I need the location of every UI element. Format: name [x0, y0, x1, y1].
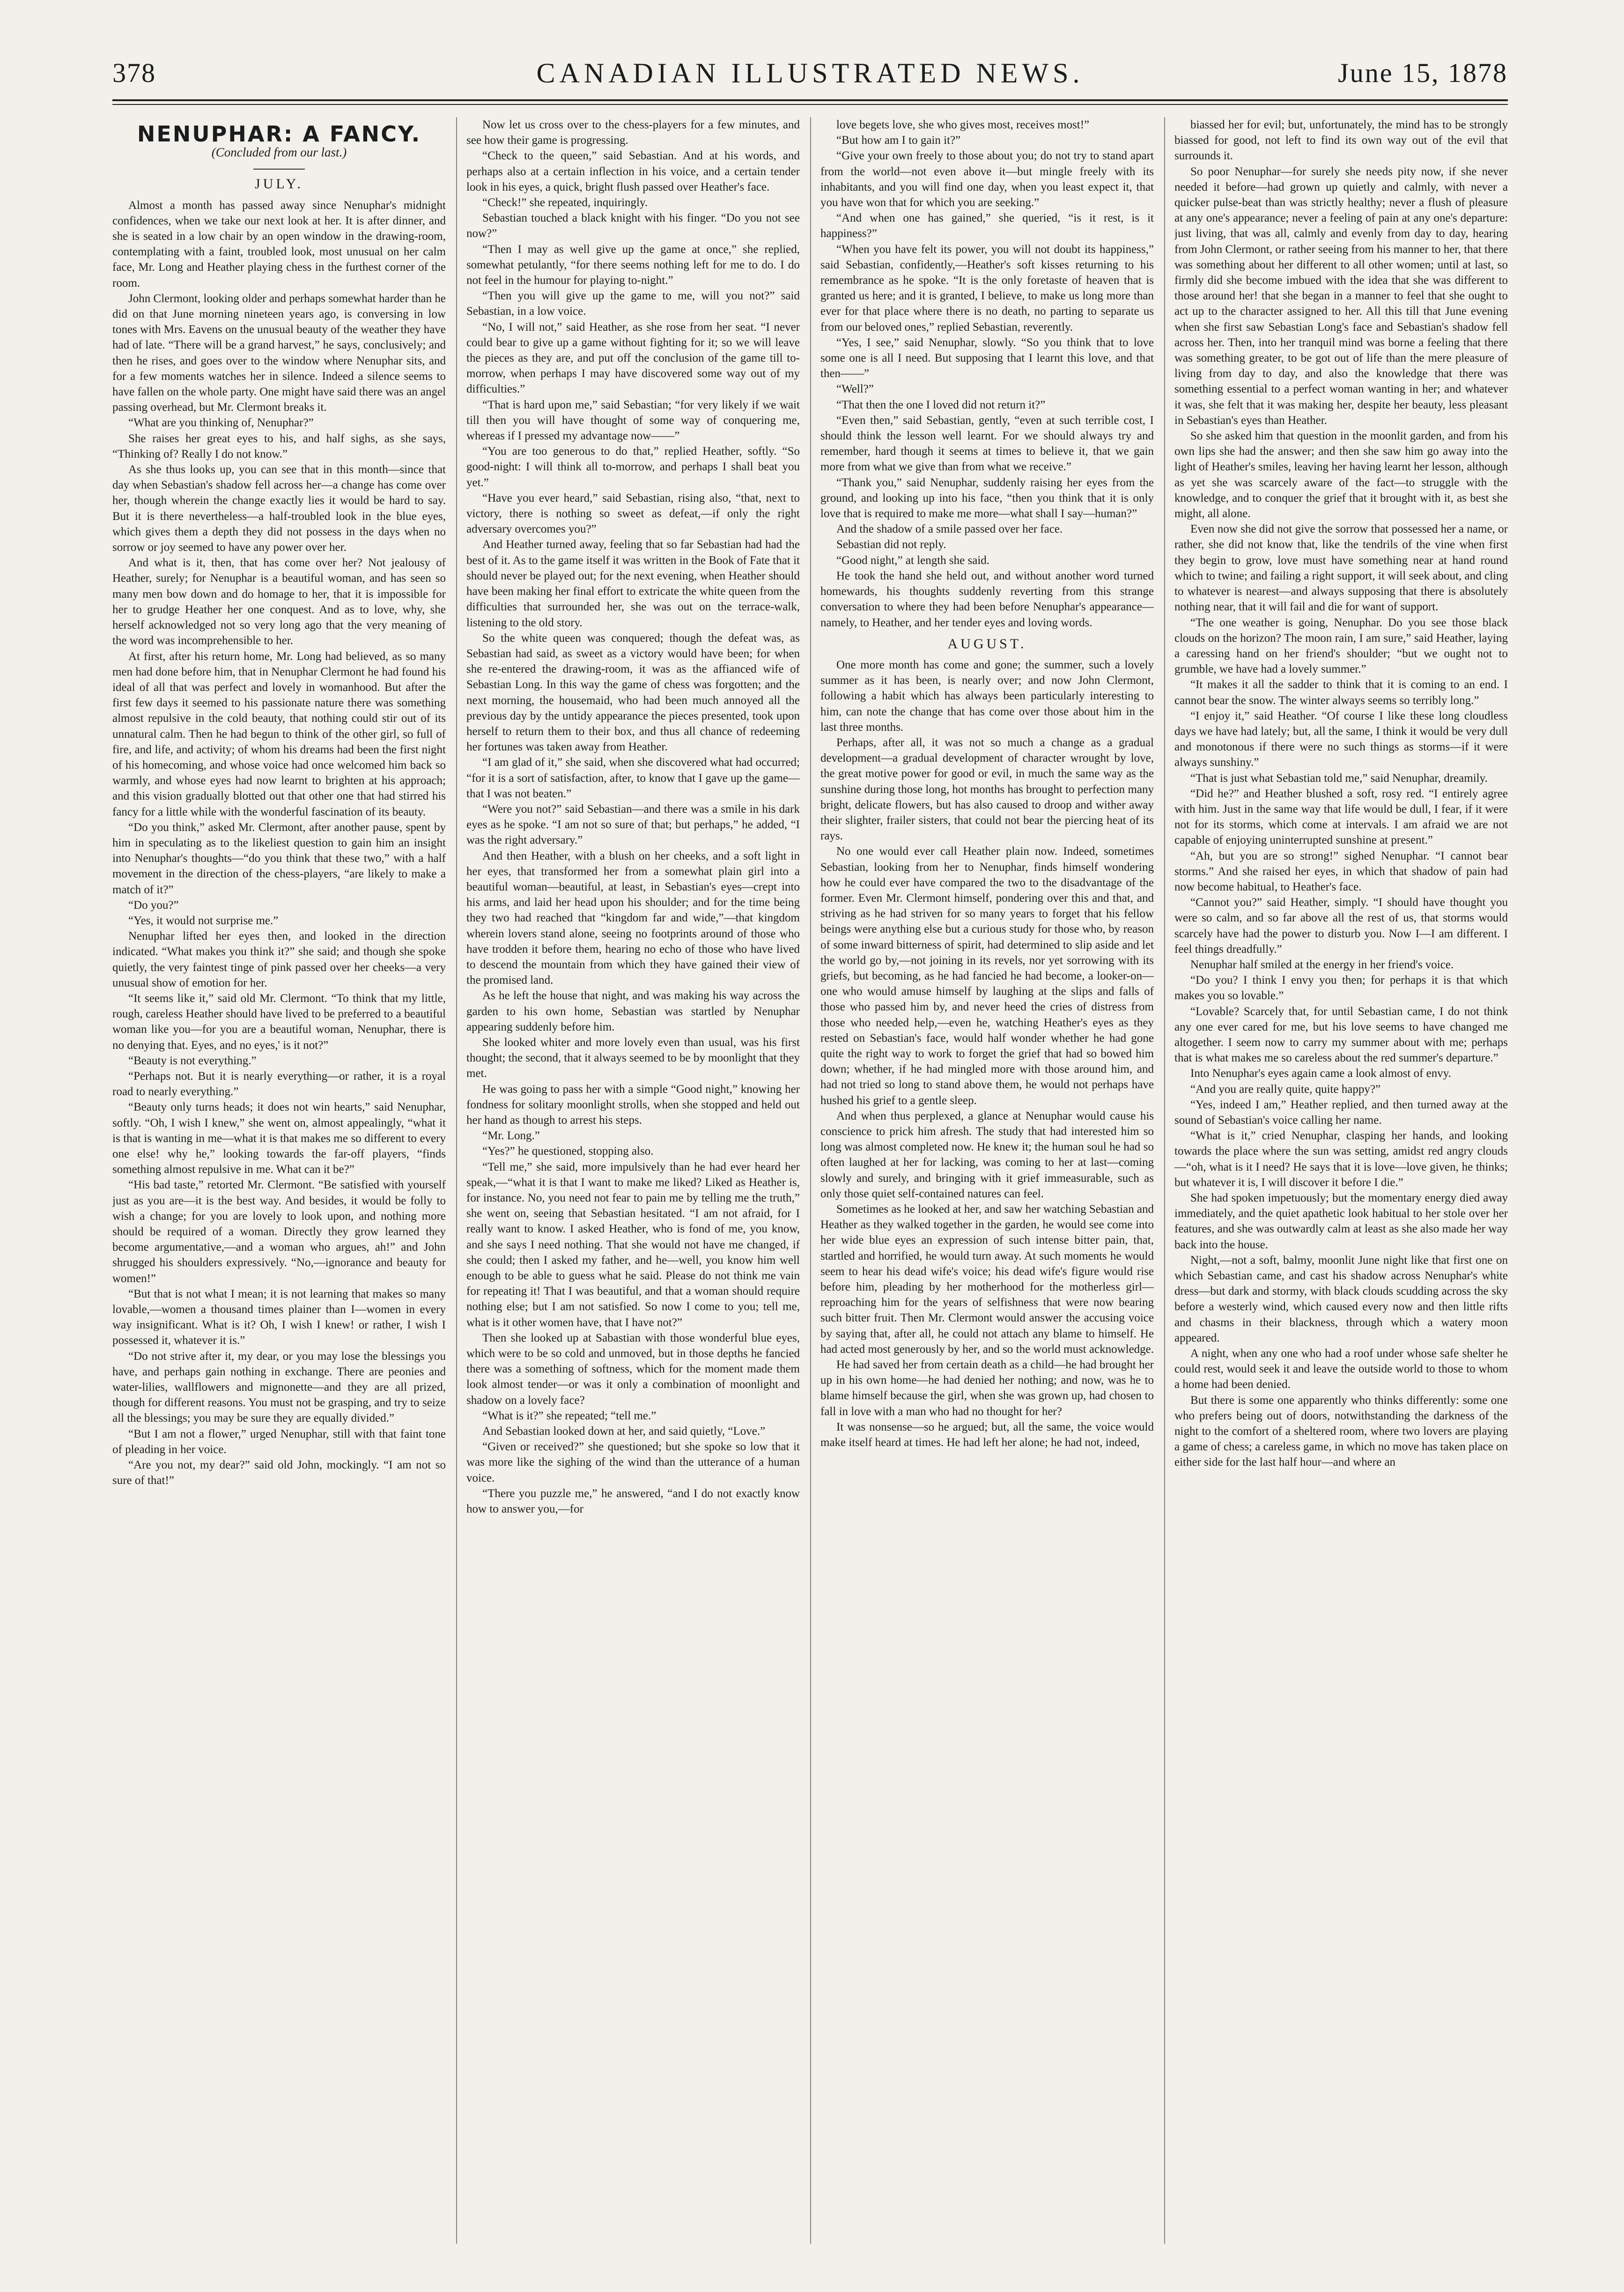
paragraph: “Then I may as well give up the game at once,” she replied, somewhat petulantly, “for there seems nothing left for me to do. I do not feel in the humour for playing to-night.” [466, 243, 800, 287]
paragraph: “Well?” [836, 383, 874, 396]
column-3-text-b [820, 657, 1154, 1450]
paragraph: “No, I will not,” said Heather, as she rose from her seat. “I never could bear to give up a game without fighting for it; so we will leave the pieces as they are, and put off the conclusion of the game till to-morrow, when perhaps I may have discovered some way out of my difficulties.” [466, 320, 800, 396]
paragraph: “Do you?” [128, 898, 179, 912]
paragraph: “When you have felt its power, you will not doubt its happiness,” said Sebastian, confidently,—Heather's soft kisses returning to his remembrance as he spoke. “It is the only foretaste of heaven that is granted us here; and it is granted, I believe, to make us long more than ever for that place where there is no death, no parting to separate us from our beloved ones,” replied Sebastian, reverently. [820, 243, 1154, 334]
column-1-text [112, 198, 446, 1489]
paragraph: “Then you will give up the game to me, will you not?” said Sebastian, in a low voice. [466, 289, 800, 318]
paragraph: “Ah, but you are so strong!” sighed Nenuphar. “I cannot bear storms.” And she raised her eyes, in which that shadow of pain had now become habitual, to Heather's face. [1174, 849, 1508, 893]
column-2-text [466, 117, 800, 1517]
paragraph: “Even then,” said Sebastian, gently, “even at such terrible cost, I should think the lesson well learnt. For we should always try and remember, hard though it seems at times to believe it, that we gain more from what we give than from what we receive.” [820, 414, 1154, 474]
paragraph: Nenuphar half smiled at the energy in her friend's voice. [1190, 958, 1454, 971]
paragraph: “Do you? I think I envy you then; for perhaps it is that which makes you so lovable.” [1174, 974, 1508, 1002]
paragraph: “Cannot you?” said Heather, simply. “I should have thought you were so calm, and so far above all the rest of us, that storms would scarcely have had the power to disturb you. Now I—I am different. I feel things dreadfully.” [1174, 896, 1508, 956]
paragraph: “Were you not?” said Sebastian—and there was a smile in his dark eyes as he spoke. “I am not so sure of that; but perhaps,” he added, “I was the right adversary.” [466, 802, 800, 847]
paragraph: Even now she did not give the sorrow that possessed her a name, or rather, she did not know that, like the tendrils of the vine when first they begin to grow, love must have something near at hand round which to twine; and failing a right support, it will seek about, and cling to whatever is nearest—and always supposing that there is absolutely nothing near, that it will fail and die for want of support. [1174, 523, 1508, 614]
paragraph: “That then the one I loved did not return it?” [836, 398, 1046, 411]
paragraph: “And when one has gained,” she queried, “is it rest, is it happiness?” [820, 212, 1154, 240]
paragraph: So she asked him that question in the moonlit garden, and from his own lips she had the answer; and then she saw him go away into the light of Heather's smiles, leaving her having learnt her lesson, although as yet she was scarcely aware of the fact—to struggle with the knowledge, and to conquer the grief that it brought with it, as best she might, all alone. [1174, 430, 1508, 520]
paragraph: “Do not strive after it, my dear, or you may lose the blessings you have, and perhaps gain nothing in exchange. There are peonies and water-lilies, wallflowers and mignonette—and they are all prized, though for different reasons. You must not be grasping, and try to seize all the blessings; you may be sure they are equally divided.” [112, 1350, 446, 1425]
section-heading-august: AUGUST. [947, 636, 1027, 652]
paragraph: “His bad taste,” retorted Mr. Clermont. “Be satisfied with yourself just as you are—it is the best way. And besides, it would be folly to wish a change; for you are lovely to look upon, and nothing more should be required of a woman. Directly they grow learned they become argumentative,—and a woman who argues, ah!” and John shrugged his shoulders expressively. “No,—ignorance and beauty for women!” [112, 1179, 446, 1285]
column-3-text-a [820, 117, 1154, 630]
section-heading-july: JULY. [255, 176, 303, 192]
paragraph: “The one weather is going, Nenuphar. Do you see those black clouds on the horizon? The moon rain, I am sure,” said Heather, laying a caressing hand on her friend's shoulder; “but we ought not to grumble, we have had a lovely summer.” [1174, 616, 1508, 676]
paragraph: He was going to pass her with a simple “Good night,” knowing her fondness for solitary moonlight strolls, when she stopped and held out her hand as though to arrest his steps. [466, 1083, 800, 1127]
paragraph: Perhaps, after all, it was not so much a change as a gradual development—a gradual development of character wrought by love, the great motive power for good or evil, in much the same way as the sunshine during those long, hot months has brought to perfection many bright, delicate flowers, but has also caused to droop and wither away their slighter, frailer sisters, that could not bear the piercing heat of its rays. [820, 736, 1154, 843]
paragraph: Sometimes as he looked at her, and saw her watching Sebastian and Heather as they walked together in the garden, he would see come into her wide blue eyes an expression of such intense bitter pain, that, startled and horrified, he would turn away. At such moments he would seem to hear his dead wife's voice; his dead wife's figure would rise before him, pleading by her motherhood for the motherless girl—reproaching him for the years of selfishness that were now bearing such bitter fruit. Then Mr. Clermont would answer the accusing voice by saying that, after all, he could not attach any blame to himself. He had acted most generously by her, and so the world must acknowledge. [820, 1203, 1154, 1356]
paragraph: He had saved her from certain death as a child—he had brought her up in his own home—he had denied her nothing; and now, was he to blame himself because the girl, when she was grown up, had chosen to fall in love with a man who had no thought for her? [820, 1358, 1154, 1418]
paragraph: “Give your own freely to those about you; do not try to stand apart from the world—not even above it—but mingle freely with its inhabitants, and you will find one day, when you least expect it, that you have won that for which you are seeking.” [820, 149, 1154, 209]
paragraph: “That is just what Sebastian told me,” said Nenuphar, dreamily. [1190, 771, 1488, 785]
paragraph: And when thus perplexed, a glance at Nenuphar would cause his conscience to prick him afresh. The study that had interested him so long was almost completed now. He knew it; the human soul he had so often laughed at her for lacking, was coming to her at last—coming slowly and surely, and bringing with it grief immeasurable, such as only those quiet self-contained natures can feel. [820, 1109, 1154, 1200]
paragraph: He took the hand she held out, and without another word turned homewards, his thoughts suddenly reverting from this strange conversation to where they had been before Nenuphar's appearance—namely, to Heather, and her tender eyes and loving words. [820, 569, 1154, 629]
column-4 [1174, 117, 1508, 2253]
paragraph: So poor Nenuphar—for surely she needs pity now, if she never needed it before—had grown up quietly and calmly, with never a quicker pulse-beat than was strictly healthy; never a flush of pleasure at any one's appearance; never a feeling of pain at any one's departure: just living, that was all, calmly and evenly from day to day, hearing from John Clermont, or rather seeing from his manner to her, that there was something about her different to all other women; until at last, so firmly did she become imbued with the idea that she was different to those around her! that she began in a manner to feel that she ought to act up to the character assigned to her. All this till that June evening when she first saw Sebastian Long's face and Sebastian's shadow fell across her. Then, into her tranquil mind was borne a feeling that there was something greater, to be got out of life than the mere pleasure of living from day to day, and also the knowledge that there was something essential to a perfect woman wanting in her; and whatever it was, she felt that it was making her, despite her beauty, less pleasant in Sebastian's eyes than Heather. [1174, 165, 1508, 427]
paragraph: “It makes it all the sadder to think that it is coming to an end. I cannot bear the snow. The winter always seems so terribly long.” [1174, 678, 1508, 707]
paragraph: “Do you think,” asked Mr. Clermont, after another pause, spent by him in speculating as to the likeliest question to gain him an insight into Nenuphar's thoughts—“do you think that these two,” with a half movement in the direction of the chess-players, “are likely to make a match of it?” [112, 821, 446, 896]
paragraph: Into Nenuphar's eyes again came a look almost of envy. [1190, 1067, 1451, 1080]
paragraph: “What is it?” she repeated; “tell me.” [482, 1409, 657, 1422]
paragraph: “Tell me,” she said, more impulsively than he had ever heard her speak,—“what it is that I want to make me liked? Liked as Heather is, for instance. No, you need not fear to pain me by telling me the truth,” she went on, seeing that Sebastian hesitated. “I am not afraid, for I really want to know. I asked Heather, who is fond of me, you know, and she says I need nothing. That she would not have me changed, if she could; then I asked my father, and he—well, you know him well enough to be able to guess what he said. Please do not think me vain for repeating it! That I was beautiful, and that a woman should require nothing else; but I am not satisfied. So now I come to you; tell me, what is it other women have, that I have not?” [466, 1160, 800, 1329]
paragraph: Almost a month has passed away since Nenuphar's midnight confidences, when we take our next look at her. It is after dinner, and she is seated in a low chair by an open window in the drawing-room, contemplating with a faint, troubled look, most unusual on her calm face, Mr. Long and Heather playing chess in the furthest corner of the room. [112, 199, 446, 289]
paragraph: love begets love, she who gives most, receives most!” [836, 119, 1090, 131]
title-rule [253, 169, 305, 170]
paragraph: “I am glad of it,” she said, when she discovered what had occurred; “for it is a sort of satisfaction, after, to know that I gave up the game—that I was not beaten.” [466, 756, 800, 800]
column-3 [820, 117, 1154, 2253]
paragraph: “But I am not a flower,” urged Nenuphar, still with that faint tone of pleading in her voice. [112, 1427, 446, 1456]
header-rule [112, 99, 1508, 101]
paragraph: She raises her great eyes to his, and half sighs, as she says, “Thinking of? Really I do not know.” [112, 432, 446, 460]
paragraph: biassed her for evil; but, unfortunately, the mind has to be strongly biassed for good, not left to find its own way out of the evil that surrounds it. [1174, 119, 1508, 163]
paragraph: And what is it, then, that has come over her? Not jealousy of Heather, surely; for Nenuphar is a beautiful woman, and has seen so many men bow down and do homage to her, that it is impossible for her to grudge Heather her one conquest. And as to love, why, she herself acknowledged not so very long ago that the very meaning of the word was incomprehensible to her. [112, 556, 446, 647]
paragraph: And then Heather, with a blush on her cheeks, and a soft light in her eyes, that transformed her from a somewhat plain girl into a beautiful woman—beautiful, at least, in Sebastian's eyes—crept into his arms, and laid her head upon his shoulder; and for the time being they two had reached that “kingdom far and wide,”—that kingdom wherein lovers stand alone, seeing no footprints around of those who have trodden it before them, hearing no echo of those who have lived to descend the mountain from which they have gained their view of the promised land. [466, 849, 800, 987]
paragraph: “But that is not what I mean; it is not learning that makes so many lovable,—women a thousand times plainer than I—women in every way insignificant. What is it? Oh, I wish I knew! or rather, I wish I possessed it, whatever it is.” [112, 1287, 446, 1347]
story-subtitle: (Concluded from our last.) [211, 145, 347, 160]
paragraph: “But how am I to gain it?” [836, 134, 961, 147]
paragraph: “I enjoy it,” said Heather. “Of course I like these long cloudless days we have had lately; but, all the same, I think it would be very dull and monotonous if there were no such things as storms—if it were always sunshiny.” [1174, 709, 1508, 769]
paragraph: Sebastian did not reply. [836, 538, 946, 551]
paragraph: “Yes, it would not surprise me.” [128, 914, 279, 927]
paragraph: “There you puzzle me,” he answered, “and I do not exactly know how to answer you,—for [466, 1487, 800, 1516]
paragraph: It was nonsense—so he argued; but, all the same, the voice would make itself heard at times. He had left her alone; he had not, indeed, [820, 1420, 1154, 1449]
paragraph: Nenuphar lifted her eyes then, and looked in the direction indicated. “What makes you think it?” she said; and though she spoke quietly, the very faintest tinge of pink passed over her cheeks—a very unusual show of emotion for her. [112, 930, 446, 989]
paragraph: “Good night,” at length she said. [836, 554, 990, 567]
paragraph: As he left the house that night, and was making his way across the garden to his own home, Sebastian was startled by Nenuphar appearing suddenly before him. [466, 989, 800, 1033]
paragraph: “What is it,” cried Nenuphar, clasping her hands, and looking towards the place where the sun was setting, amidst red angry clouds—“oh, what is it I need? He says that it is love—love given, he thinks; but whatever it is, I will discover it before I die.” [1174, 1129, 1508, 1189]
paragraph: A night, when any one who had a roof under whose safe shelter he could rest, would seek it and leave the outside world to those to whom a home had been denied. [1174, 1347, 1508, 1391]
issue-date: June 15, 1878 [1338, 58, 1508, 88]
paragraph: Then she looked up at Sabastian with those wonderful blue eyes, which were to be so cold and unmoved, but in those depths he fancied there was a something of softness, which for the moment made them look almost tender—or was it only a combination of moonlight and shadow on a lovely face? [466, 1331, 800, 1407]
paragraph: “Lovable? Scarcely that, for until Sebastian came, I do not think any one ever cared for me, but his love seems to have changed me altogether. I seem now to carry my summer about with me; perhaps that is what makes me so careless about the red summer's departure.” [1174, 1005, 1508, 1065]
paragraph: “Yes, I see,” said Nenuphar, slowly. “So you think that to love some one is all I need. But supposing that I learnt this love, and that then——” [820, 336, 1154, 380]
page-number: 378 [112, 58, 156, 88]
paragraph: “Are you not, my dear?” said old John, mockingly. “I am not so sure of that!” [112, 1459, 446, 1487]
paragraph: “Beauty only turns heads; it does not win hearts,” said Nenuphar, softly. “Oh, I wish I knew,” she went on, almost appealingly, “what it is that is wanting in me—what it is that makes me so different to every one else! why he,” looking towards the far-off players, “finds something almost repulsive in me. What can it be?” [112, 1101, 446, 1176]
paragraph: “Mr. Long.” [482, 1129, 540, 1142]
column-2 [466, 117, 800, 2253]
column-1 [112, 117, 446, 2253]
paragraph: “Yes?” he questioned, stopping also. [482, 1145, 654, 1158]
paragraph: She looked whiter and more lovely even than usual, was his first thought; the second, that it always seemed to be by moonlight that they met. [466, 1036, 800, 1080]
paragraph: One more month has come and gone; the summer, such a lovely summer as it has been, is nearly over; and now John Clermont, following a habit which has always been particularly interesting to him, can note the change that has come over those about him in the last three months. [820, 658, 1154, 734]
paragraph: She had spoken impetuously; but the momentary energy died away immediately, and the quiet apathetic look habitual to her stole over her features, and she was outwardly calm at least as she also made her way back into the house. [1174, 1192, 1508, 1251]
journal-title: CANADIAN ILLUSTRATED NEWS. [536, 58, 1084, 89]
paragraph: And Heather turned away, feeling that so far Sebastian had had the best of it. As to the game itself it was written in the Book of Fate that it should never be played out; for the next evening, when Heather should have been making her final effort to extricate the white queen from the difficulties that surrounded her, she was out on the terrace-walk, listening to the old story. [466, 538, 800, 629]
article-columns [112, 117, 1508, 2253]
paragraph: Now let us cross over to the chess-players for a few minutes, and see how their game is progressing. [466, 119, 800, 147]
paragraph: Sebastian touched a black knight with his finger. “Do you not see now?” [466, 212, 800, 240]
paragraph: At first, after his return home, Mr. Long had believed, as so many men had done before him, that in Nenuphar Clermont he had found his ideal of all that was perfect and lovely in womanhood. But after the first few days it seemed to his passionate nature there was something almost repulsive in the cold beauty, that nothing could stir out of its unnatural calm. Then he had begun to think of the other girl, so full of fire, and life, and activity; of whom his dreams had been the first night of his homecoming, and whose voice had once welcomed him back so warmly, and whose eyes had now learnt to brighten at his approach; and this vision gradually blotted out that other one that had stirred his fancy for a little while with the wonderful fascination of its beauty. [112, 650, 446, 818]
paragraph: So the white queen was conquered; though the defeat was, as Sebastian had said, as sweet as a victory would have been; for when she re-entered the drawing-room, it was as the affianced wife of Sebastian Long. In this way the game of chess was forgotten; and the next morning, the housemaid, who had been much annoyed all the previous day by the untidy appearance the pieces presented, took upon herself to return them to their box, and thus all chance of redeeming her fortunes was taken away from Heather. [466, 631, 800, 754]
paragraph: “Beauty is not everything.” [128, 1054, 257, 1067]
paragraph: “Thank you,” said Nenuphar, suddenly raising her eyes from the ground, and looking up into his face, “then you think that it is only love that is required to make me more—what shall I say—human?” [820, 476, 1154, 520]
header-rule-thin [112, 104, 1508, 105]
paragraph: “Check!” she repeated, inquiringly. [482, 196, 648, 209]
story-title: NENUPHAR: A FANCY. [137, 121, 421, 147]
paragraph: “And you are really quite, quite happy?” [1190, 1083, 1381, 1096]
paragraph: John Clermont, looking older and perhaps somewhat harder than he did on that June morning nineteen years ago, is conversing in low tones with Mrs. Eavens on the unusual beauty of the weather they have had of late. “There will be a grand harvest,” he says, conclusively; and then he rises, and goes over to the window where Nenuphar sits, and for a few moments watches her in silence. Indeed a silence seems to have fallen on the whole party. One might have said there was an angel passing overhead, but Mr. Clermont breaks it. [112, 292, 446, 414]
paragraph: Night,—not a soft, balmy, moonlit June night like that first one on which Sebastian came, and cast his shadow across Nenuphar's white dress—but dark and stormy, with black clouds scudding across the sky before a westerly wind, which caused every now and then little rifts and chasms in their blackness, through which a watery moon appeared. [1174, 1254, 1508, 1344]
paragraph: And the shadow of a smile passed over her face. [836, 523, 1063, 536]
paragraph: No one would ever call Heather plain now. Indeed, sometimes Sebastian, looking from her to Nenuphar, finds himself wondering how he could ever have compared the two to the disadvantage of the former. Even Mr. Clermont himself, pondering over this and that, and striving as he had striven for so many years to forget that his fellow beings were anything else but a curious study for those who, by reason of some inward bitterness of spirit, had determined to slip aside and let the world go by,—not joining in its revels, nor yet sorrowing with its griefs, but becoming, as he had fancied he had become, a looker-on—one who would amuse himself by laughing at the slips and falls of those who passed him by, and never heed the cries of distress from those who needed help,—even he, watching Heather's eyes as they rested on Sebastian's face, would half wonder whether he had gone quite the right way to work to forget the grief that had so bowed him down; whether, if he had mingled more with those around him, and had not tried so long to stand above them, he would not perhaps have hushed his grief to a gentle sleep. [820, 845, 1154, 1107]
column-4-text [1174, 117, 1508, 1470]
paragraph: “Yes, indeed I am,” Heather replied, and then turned away at the sound of Sebastian's voice calling her name. [1174, 1098, 1508, 1127]
paragraph: “You are too generous to do that,” replied Heather, softly. “So good-night: I will think all to-morrow, and perhaps I shall beat you yet.” [466, 445, 800, 489]
paragraph: “What are you thinking of, Nenuphar?” [128, 416, 314, 430]
paragraph: “Given or received?” she questioned; but she spoke so low that it was more like the sighing of the wind than the utterance of a human voice. [466, 1440, 800, 1484]
paragraph: “That is hard upon me,” said Sebastian; “for very likely if we wait till then you will have thought of some way of conquering me, whereas if I pressed my advantage now——” [466, 398, 800, 443]
paragraph: “Check to the queen,” said Sebastian. And at his words, and perhaps also at a certain inflection in his voice, and a certain tender look in his eyes, a quick, bright flush passed over Heather's face. [466, 149, 800, 193]
paragraph: But there is some one apparently who thinks differently: some one who prefers being out of doors, notwithstanding the darkness of the night to the comfort of a sheltered room, where two lovers are playing a game of chess; a careless game, in which no move has taken place on either side for the last half hour—and where an [1174, 1394, 1508, 1469]
paragraph: “It seems like it,” said old Mr. Clermont. “To think that my little, rough, careless Heather should have lived to be preferred to a beautiful woman like you—for you are a beautiful woman, Nenuphar, there is no denying that. Eyes, and no eyes,' is it not?” [112, 992, 446, 1052]
paragraph: “Perhaps not. But it is nearly everything—or rather, it is a royal road to nearly everything.” [112, 1069, 446, 1098]
paragraph: “Did he?” and Heather blushed a soft, rosy red. “I entirely agree with him. Just in the same way that life would be dull, I fear, if it were not for its storms, which come at intervals. I am afraid we are not capable of enjoying uninterrupted sunshine at present.” [1174, 787, 1508, 847]
paragraph: “Have you ever heard,” said Sebastian, rising also, “that, next to victory, there is nothing so sweet as defeat,—if only the right adversary overcomes you?” [466, 491, 800, 536]
paragraph: As she thus looks up, you can see that in this month—since that day when Sebastian's shadow fell across her—a change has come over her, though wherein the change exactly lies it would be hard to say. But it is there nevertheless—a half-troubled look in the blue eyes, which gives them a depth they did not possess in the days when no sorrow or joy seemed to have any power over her. [112, 463, 446, 554]
paragraph: And Sebastian looked down at her, and said quietly, “Love.” [482, 1425, 766, 1438]
